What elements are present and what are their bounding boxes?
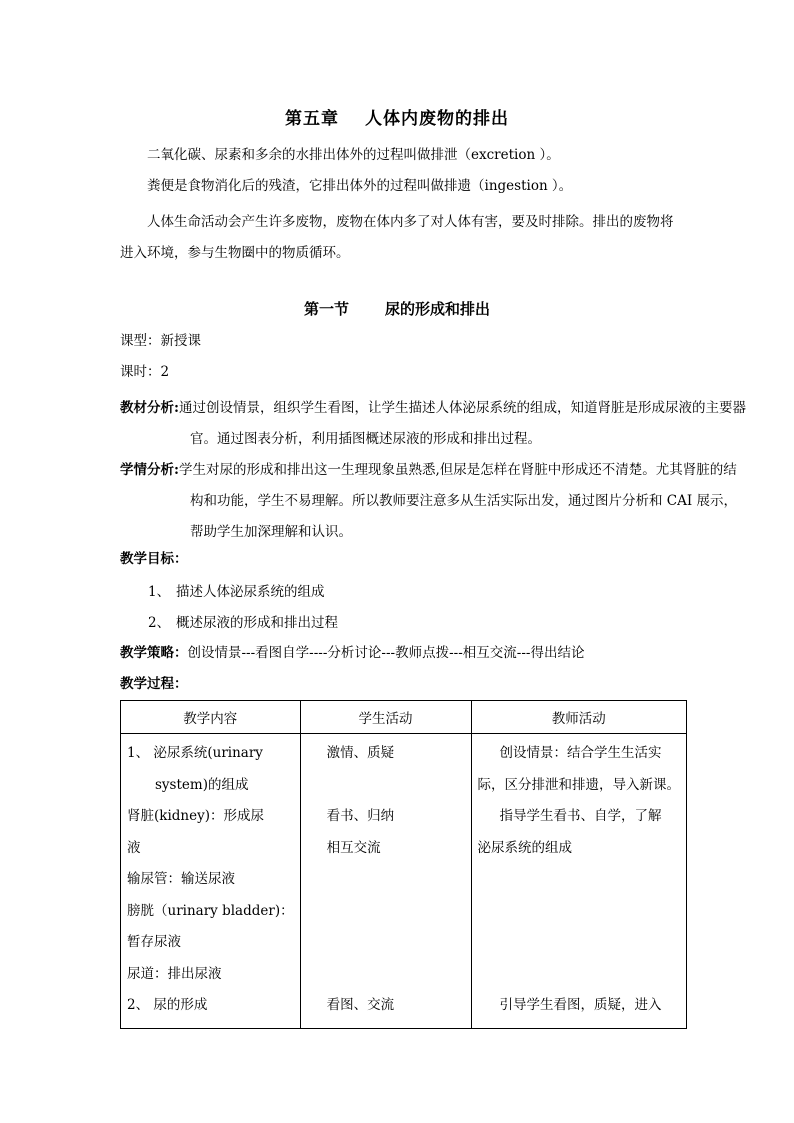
student-analysis: [120, 455, 750, 548]
course-type: 课型：新授课: [120, 333, 201, 349]
goals-label: 教学目标：: [120, 551, 188, 567]
student-analysis-text: 学生对尿的形成和排出这一生理现象虽熟悉,但尿是怎样在肾脏中形成还不清楚。尤其肾脏的结构和功能，学生不易理解。所以教师要注意多从生活实际出发，通过图片分析和 CAI 展示，帮助学生加深理解和认识。: [178, 462, 737, 540]
teaching-strategy: [120, 643, 680, 663]
intro-paragraph-1: 二氧化碳、尿素和多余的水排出体外的过程叫做排泄（excretion ）。: [147, 147, 560, 163]
material-analysis-label: 教材分析:: [120, 400, 179, 416]
cell-content: 1、 泌尿系统(urinary system)的组成 肾脏(kidney)：形成尿 液 输尿管：输送尿液 膀胱（urinary bladder)： 暂存尿液 尿道：排出尿液 2、 尿的形成: [121, 734, 301, 1029]
goal-item: 2、 概述尿液的形成和排出过程: [148, 615, 338, 631]
student-analysis-label: 学情分析:: [120, 462, 179, 478]
section-title: [0, 298, 794, 319]
chapter-number: 第五章: [285, 109, 339, 129]
process-label: 教学过程：: [120, 676, 188, 692]
material-analysis: [120, 393, 750, 455]
section-name: 尿的形成和排出: [385, 300, 491, 318]
chapter-title: [0, 104, 794, 129]
teaching-strategy-text: 创设情景---看图自学----分析讨论---教师点拨---相互交流---得出结论: [187, 645, 585, 661]
header-student: 学生活动: [300, 701, 471, 734]
section-number: 第一节: [303, 300, 349, 318]
table-row: [121, 734, 687, 1029]
goal-item: 1、 描述人体泌尿系统的组成: [148, 584, 325, 600]
cell-teacher: 创设情景：结合学生生活实 际，区分排泄和排遗，导入新课。 指导学生看书、自学，了解 泌尿系统的组成 引导学生看图，质疑，进入: [471, 734, 687, 1029]
teaching-strategy-label: 教学策略：: [120, 645, 188, 661]
cell-student: 激情、质疑 看书、归纳 相互交流 看图、交流: [300, 734, 471, 1029]
process-table: [120, 700, 687, 1029]
intro-paragraph-2: 粪便是食物消化后的残渣，它排出体外的过程叫做排遗（ingestion ）。: [147, 178, 573, 194]
material-analysis-text: 通过创设情景，组织学生看图，让学生描述人体泌尿系统的组成，知道肾脏是形成尿液的主要器官。通过图表分析，利用插图概述尿液的形成和排出过程。: [178, 400, 746, 447]
table-header-row: [121, 701, 687, 734]
header-content: 教学内容: [121, 701, 301, 734]
intro-paragraph-3: 人体生命活动会产生许多废物，废物在体内多了对人体有害，要及时排除。排出的废物将进入环境，参与生物圈中的物质循环。: [120, 214, 674, 261]
chapter-name: 人体内废物的排出: [365, 109, 509, 129]
course-hours: 课时：2: [120, 364, 170, 380]
header-teacher: 教师活动: [471, 701, 687, 734]
